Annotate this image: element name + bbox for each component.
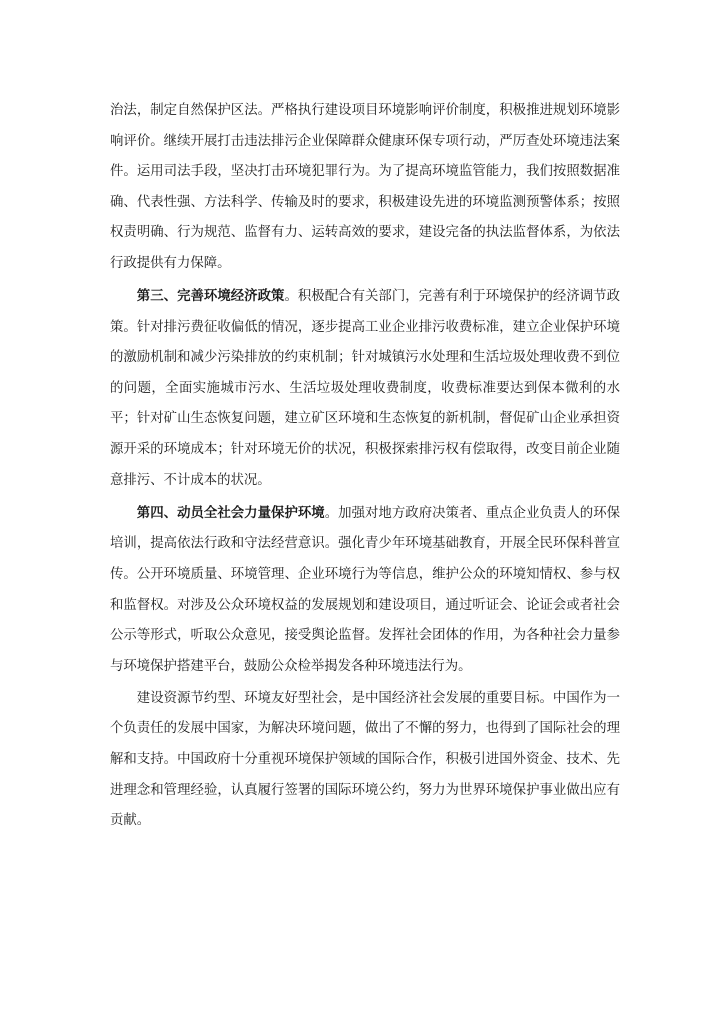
paragraph-text: 建设资源节约型、环境友好型社会，是中国经济社会发展的重要目标。中国作为一个负责任的发展中国家，为解决环境问题，做出了不懈的努力，也得到了国际社会的理解和支持。中国政府十分重视环境保护领域的国际合作，积极引进国外资金、技术、先进理念和管理经验，认真履行签署的国际环境公约，努力为世界环境保护事业做出应有贡献。 <box>110 690 620 829</box>
paragraph-economic-policy <box>110 281 620 496</box>
document-body <box>110 96 620 838</box>
paragraph-social-mobilization <box>110 498 620 683</box>
paragraph-heading: 第三、完善环境经济政策 <box>136 288 285 305</box>
paragraph-text: 。积极配合有关部门，完善有利于环境保护的经济调节政策。针对排污费征收偏低的情况，逐步提高工业企业排污收费标准，建立企业保护环境的激励机制和减少污染排放的约束机制；针对城镇污水处理和生活垃圾处理收费不到位的问题，全面实施城市污水、生活垃圾处理收费制度，收费标准要达到保本微利的水平；针对矿山生态恢复问题，建立矿区环境和生态恢复的新机制，督促矿山企业承担资源开采的环境成本；针对环境无价的状况，积极探索排污权有偿取得，改变目前企业随意排污、不计成本的状况。 <box>110 289 620 488</box>
paragraph-legal-framework <box>110 96 620 280</box>
paragraph-text: 。加强对地方政府决策者、重点企业负责人的环保培训，提高依法行政和守法经营意识。强化青少年环境基础教育，开展全民环保科普宣传。公开环境质量、环境管理、企业环境行为等信息，维护公众的环境知情权、参与权和监督权。对涉及公众环境权益的发展规划和建设项目，通过听证会、论证会或者社会公示等形式，听取公众意见，接受舆论监督。发挥社会团体的作用，为各种社会力量参与环境保护搭建平台，鼓励公众检举揭发各种环境违法行为。 <box>110 505 621 674</box>
paragraph-conclusion <box>110 684 620 837</box>
paragraph-heading: 第四、动员全社会力量保护环境 <box>136 504 325 521</box>
paragraph-text: 治法，制定自然保护区法。严格执行建设项目环境影响评价制度，积极推进规划环境影响评价。继续开展打击违法排污企业保障群众健康环保专项行动，严厉查处环境违法案件。运用司法手段，坚决打击环境犯罪行为。为了提高环境监管能力，我们按照数据准确、代表性强、方法科学、传输及时的要求，积极建设先进的环境监测预警体系；按照权责明确、行为规范、监督有力、运转高效的要求，建设完备的执法监督体系，为依法行政提供有力保障。 <box>110 103 620 271</box>
